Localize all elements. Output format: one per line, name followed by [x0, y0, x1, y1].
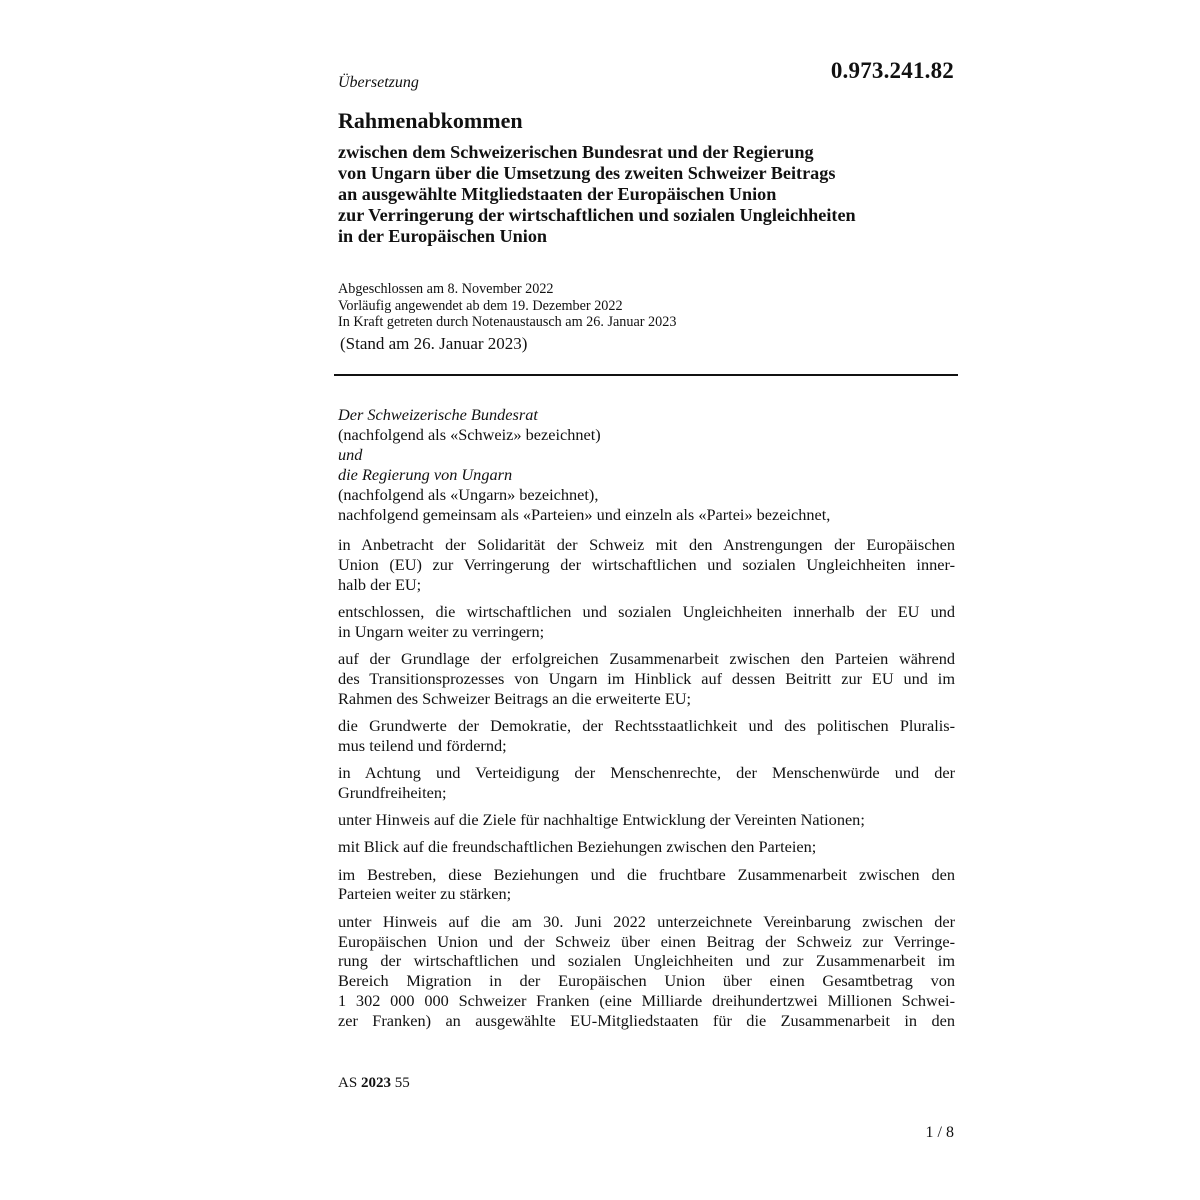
consideration-paragraph — [338, 649, 955, 708]
consideration-line: Parteien weiter zu stärken; — [338, 884, 512, 904]
party-hungary-designation: (nachfolgend als «Ungarn» bezeichnet), — [338, 485, 599, 504]
consideration-paragraph — [338, 535, 955, 594]
subtitle-line: in der Europäischen Union — [338, 226, 548, 246]
as-prefix: AS — [338, 1075, 358, 1091]
date-concluded: Abgeschlossen am 8. November 2022 — [338, 281, 554, 297]
as-page: 55 — [394, 1075, 410, 1091]
consideration-line: entschlossen, die wirtschaftlichen und sozialen Ungleichheiten innerhalb der EU und — [338, 601, 955, 621]
party-conjunction: und — [338, 445, 363, 464]
consideration-line: unter Hinweis auf die am 30. Juni 2022 unterzeichnete Vereinbarung zwischen der — [338, 911, 955, 931]
consideration-paragraph — [338, 912, 955, 1031]
as-reference — [338, 1075, 410, 1092]
date-in-force: In Kraft getreten durch Notenaustausch am 26. Januar 2023 — [338, 314, 677, 330]
party-switzerland-designation: (nachfolgend als «Schweiz» bezeichnet) — [338, 425, 601, 444]
header-divider — [334, 374, 958, 376]
date-provisional: Vorläufig angewendet ab dem 19. Dezember 2022 — [338, 297, 623, 314]
subtitle-line: zwischen dem Schweizerischen Bundesrat und der Regierung — [338, 142, 814, 162]
party-switzerland: Der Schweizerische Bundesrat — [338, 405, 538, 424]
consideration-line: Union (EU) zur Verringerung der wirtschaftlichen und sozialen Ungleichheiten inner- — [338, 554, 955, 574]
document-title: Rahmenabkommen — [338, 108, 523, 133]
consideration-line: in Achtung und Verteidigung der Menschenrechte, der Menschenwürde und der — [338, 762, 955, 782]
consideration-line: in Ungarn weiter zu verringern; — [338, 621, 545, 641]
consideration-paragraph — [338, 716, 955, 756]
consideration-line: des Transitionsprozesses von Ungarn im Hinblick auf dessen Beitritt zur EU und im — [338, 668, 955, 688]
page-number: 1 / 8 — [925, 1124, 954, 1141]
consideration-paragraph — [338, 865, 955, 905]
sr-number: 0.973.241.82 — [830, 58, 954, 83]
status-date: (Stand am 26. Januar 2023) — [340, 334, 528, 353]
document-subtitle — [338, 142, 958, 247]
consideration-paragraph — [338, 837, 955, 857]
translation-note: Übersetzung — [338, 74, 419, 91]
consideration-line: auf der Grundlage der erfolgreichen Zusammenarbeit zwischen den Parteien während — [338, 648, 955, 668]
consideration-line: mit Blick auf die freundschaftlichen Beziehungen zwischen den Parteien; — [338, 837, 817, 857]
parties-block — [338, 405, 830, 525]
date-block — [338, 281, 676, 331]
consideration-line: Grundfreiheiten; — [338, 782, 447, 802]
consideration-line: Europäischen Union und der Schweiz über einen Beitrag der Schweiz zur Verringe- — [338, 931, 955, 951]
as-year: 2023 — [360, 1075, 391, 1091]
parties-collective-designation: nachfolgend gemeinsam als «Parteien» und einzeln als «Partei» bezeichnet, — [338, 505, 831, 524]
consideration-line: im Bestreben, diese Beziehungen und die fruchtbare Zusammenarbeit zwischen den — [338, 864, 955, 884]
consideration-line: rung der wirtschaftlichen und sozialen Ungleichheiten und zur Zusammenarbeit im — [338, 951, 955, 971]
consideration-line: Rahmen des Schweizer Beitrags an die erweiterte EU; — [338, 688, 692, 708]
consideration-line: unter Hinweis auf die Ziele für nachhaltige Entwicklung der Vereinten Nationen; — [338, 810, 865, 830]
consideration-line: halb der EU; — [338, 574, 422, 594]
party-hungary: die Regierung von Ungarn — [338, 465, 513, 484]
consideration-paragraph — [338, 602, 955, 642]
consideration-line: 1 302 000 000 Schweizer Franken (eine Milliarde dreihundertzwei Millionen Schwei- — [338, 990, 955, 1010]
consideration-line: zer Franken) an ausgewählte EU-Mitgliedstaaten für die Zusammenarbeit in den — [338, 1010, 955, 1030]
consideration-line: die Grundwerte der Demokratie, der Rechtsstaatlichkeit und des politischen Pluralis- — [338, 715, 955, 735]
consideration-paragraph — [338, 810, 955, 830]
consideration-paragraph — [338, 763, 955, 803]
subtitle-line: zur Verringerung der wirtschaftlichen und sozialen Ungleichheiten — [338, 205, 856, 225]
consideration-line: in Anbetracht der Solidarität der Schweiz mit den Anstrengungen der Europäischen — [338, 535, 955, 554]
subtitle-line: an ausgewählte Mitgliedstaaten der Europäischen Union — [338, 184, 777, 204]
consideration-line: Bereich Migration in der Europäischen Union über einen Gesamtbetrag von — [338, 971, 955, 991]
preamble-considerations — [338, 535, 955, 1038]
subtitle-line: von Ungarn über die Umsetzung des zweiten Schweizer Beitrags — [338, 163, 836, 183]
consideration-line: mus teilend und fördernd; — [338, 735, 507, 755]
